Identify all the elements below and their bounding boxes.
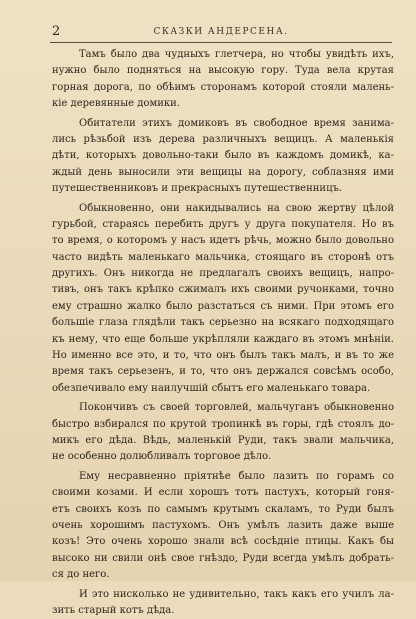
text-line: своими козами. И если хорошъ тотъ пастухъ, который гоня- [52, 485, 394, 501]
paragraph [52, 47, 394, 113]
text-line: кіе деревянные домики. [52, 96, 394, 112]
text-line: Покончивъ съ своей торговлей, мальчуганъ обыкновенно [52, 400, 394, 416]
text-line: быстро взбирался по крутой тропинкѣ въ горы, гдѣ стоялъ до- [52, 417, 394, 433]
paragraph [52, 201, 394, 398]
text-line: ся до него. [52, 567, 394, 583]
text-line: Обыкновенно, они накидывались на свою жертву цѣлой [52, 201, 394, 217]
text-line: ему страшно жалко было разстаться съ ними. При этомъ его [52, 299, 394, 315]
text-line: Но именно все это, и то, что онъ былъ такъ малъ, и въ то же [52, 348, 394, 364]
text-line: путешественниковъ и прекрасныхъ путешественницъ. [52, 181, 394, 197]
header-rule [50, 42, 392, 43]
text-line: высоко ни свили онѣ свое гнѣздо, Руди всегда умѣлъ добрать- [52, 551, 394, 567]
text-line: то время, о которомъ у насъ идетъ рѣчь, можно было довольно [52, 233, 394, 249]
text-line: большіе глаза глядѣли такъ серьезно на всякаго подходящаго [52, 315, 394, 331]
text-line: козъ! Это очень хорошо знали всѣ сосѣдніе птицы. Какъ бы [52, 534, 394, 550]
text-line: етъ своихъ козъ по самымъ крутымъ скаламъ, то Руди былъ [52, 502, 394, 518]
text-line: Тамъ было два чудныхъ глетчера, но чтобы увидѣть ихъ, [52, 47, 394, 63]
text-line: очень хорошимъ пастухомъ. Онъ умѣлъ лазить даже выше [52, 518, 394, 534]
text-line: И это нисколько не удивительно, такъ какъ его училъ ла- [52, 587, 394, 603]
text-line: дѣти, которыхъ довольно-таки было въ каждомъ домикѣ, ка- [52, 148, 394, 164]
text-line: горная дорога, по обѣимъ сторонамъ которой стояли малень- [52, 80, 394, 96]
paragraph [52, 400, 394, 466]
text-line: гурьбой, стараясь перебить другъ у друга покупателя. Но въ [52, 217, 394, 233]
text-line: часто видѣть маленькаго мальчика, стоящаго въ сторонѣ отъ [52, 250, 394, 266]
page-header [52, 26, 390, 42]
paragraph [52, 116, 394, 198]
text-line: микъ его дѣда. Вѣдь, маленькій Руди, такъ звали мальчика, [52, 433, 394, 449]
paragraph [52, 587, 394, 619]
text-line: Ему несравненно пріятнѣе было лазить по горамъ со [52, 469, 394, 485]
text-line: другихъ. Онъ никогда не предлагалъ своихъ вещицъ, напро- [52, 266, 394, 282]
text-line: ждый день выносили эти вещицы на дорогу, соблазняя ими [52, 165, 394, 181]
text-line: не особенно долюбливалъ торговое дѣло. [52, 449, 394, 465]
text-line: обезпечивало ему наилучшій сбытъ его маленькаго товара. [52, 381, 394, 397]
body-text [52, 47, 394, 619]
text-line: тивъ, онъ такъ крѣпко сжималъ ихъ своими ручонками, точно [52, 282, 394, 298]
text-line: Обитатели этихъ домиковъ въ свободное время занима- [52, 116, 394, 132]
text-line: зить старый котъ дѣда. [52, 603, 394, 619]
text-line: къ нему, что еще больше укрѣпляли каждаго въ этомъ мнѣніи. [52, 332, 394, 348]
page-number: 2 [52, 24, 60, 39]
text-line: лись рѣзьбой изъ дерева различныхъ вещицъ. А маленькія [52, 132, 394, 148]
running-head: СКАЗКИ АНДЕРСЕНА. [52, 27, 390, 37]
text-line: время такъ серьезенъ, и то, что онъ держался совсѣмъ особо, [52, 364, 394, 380]
paragraph [52, 469, 394, 584]
text-line: нужно было подняться на высокую гору. Туда вела крутая [52, 63, 394, 79]
